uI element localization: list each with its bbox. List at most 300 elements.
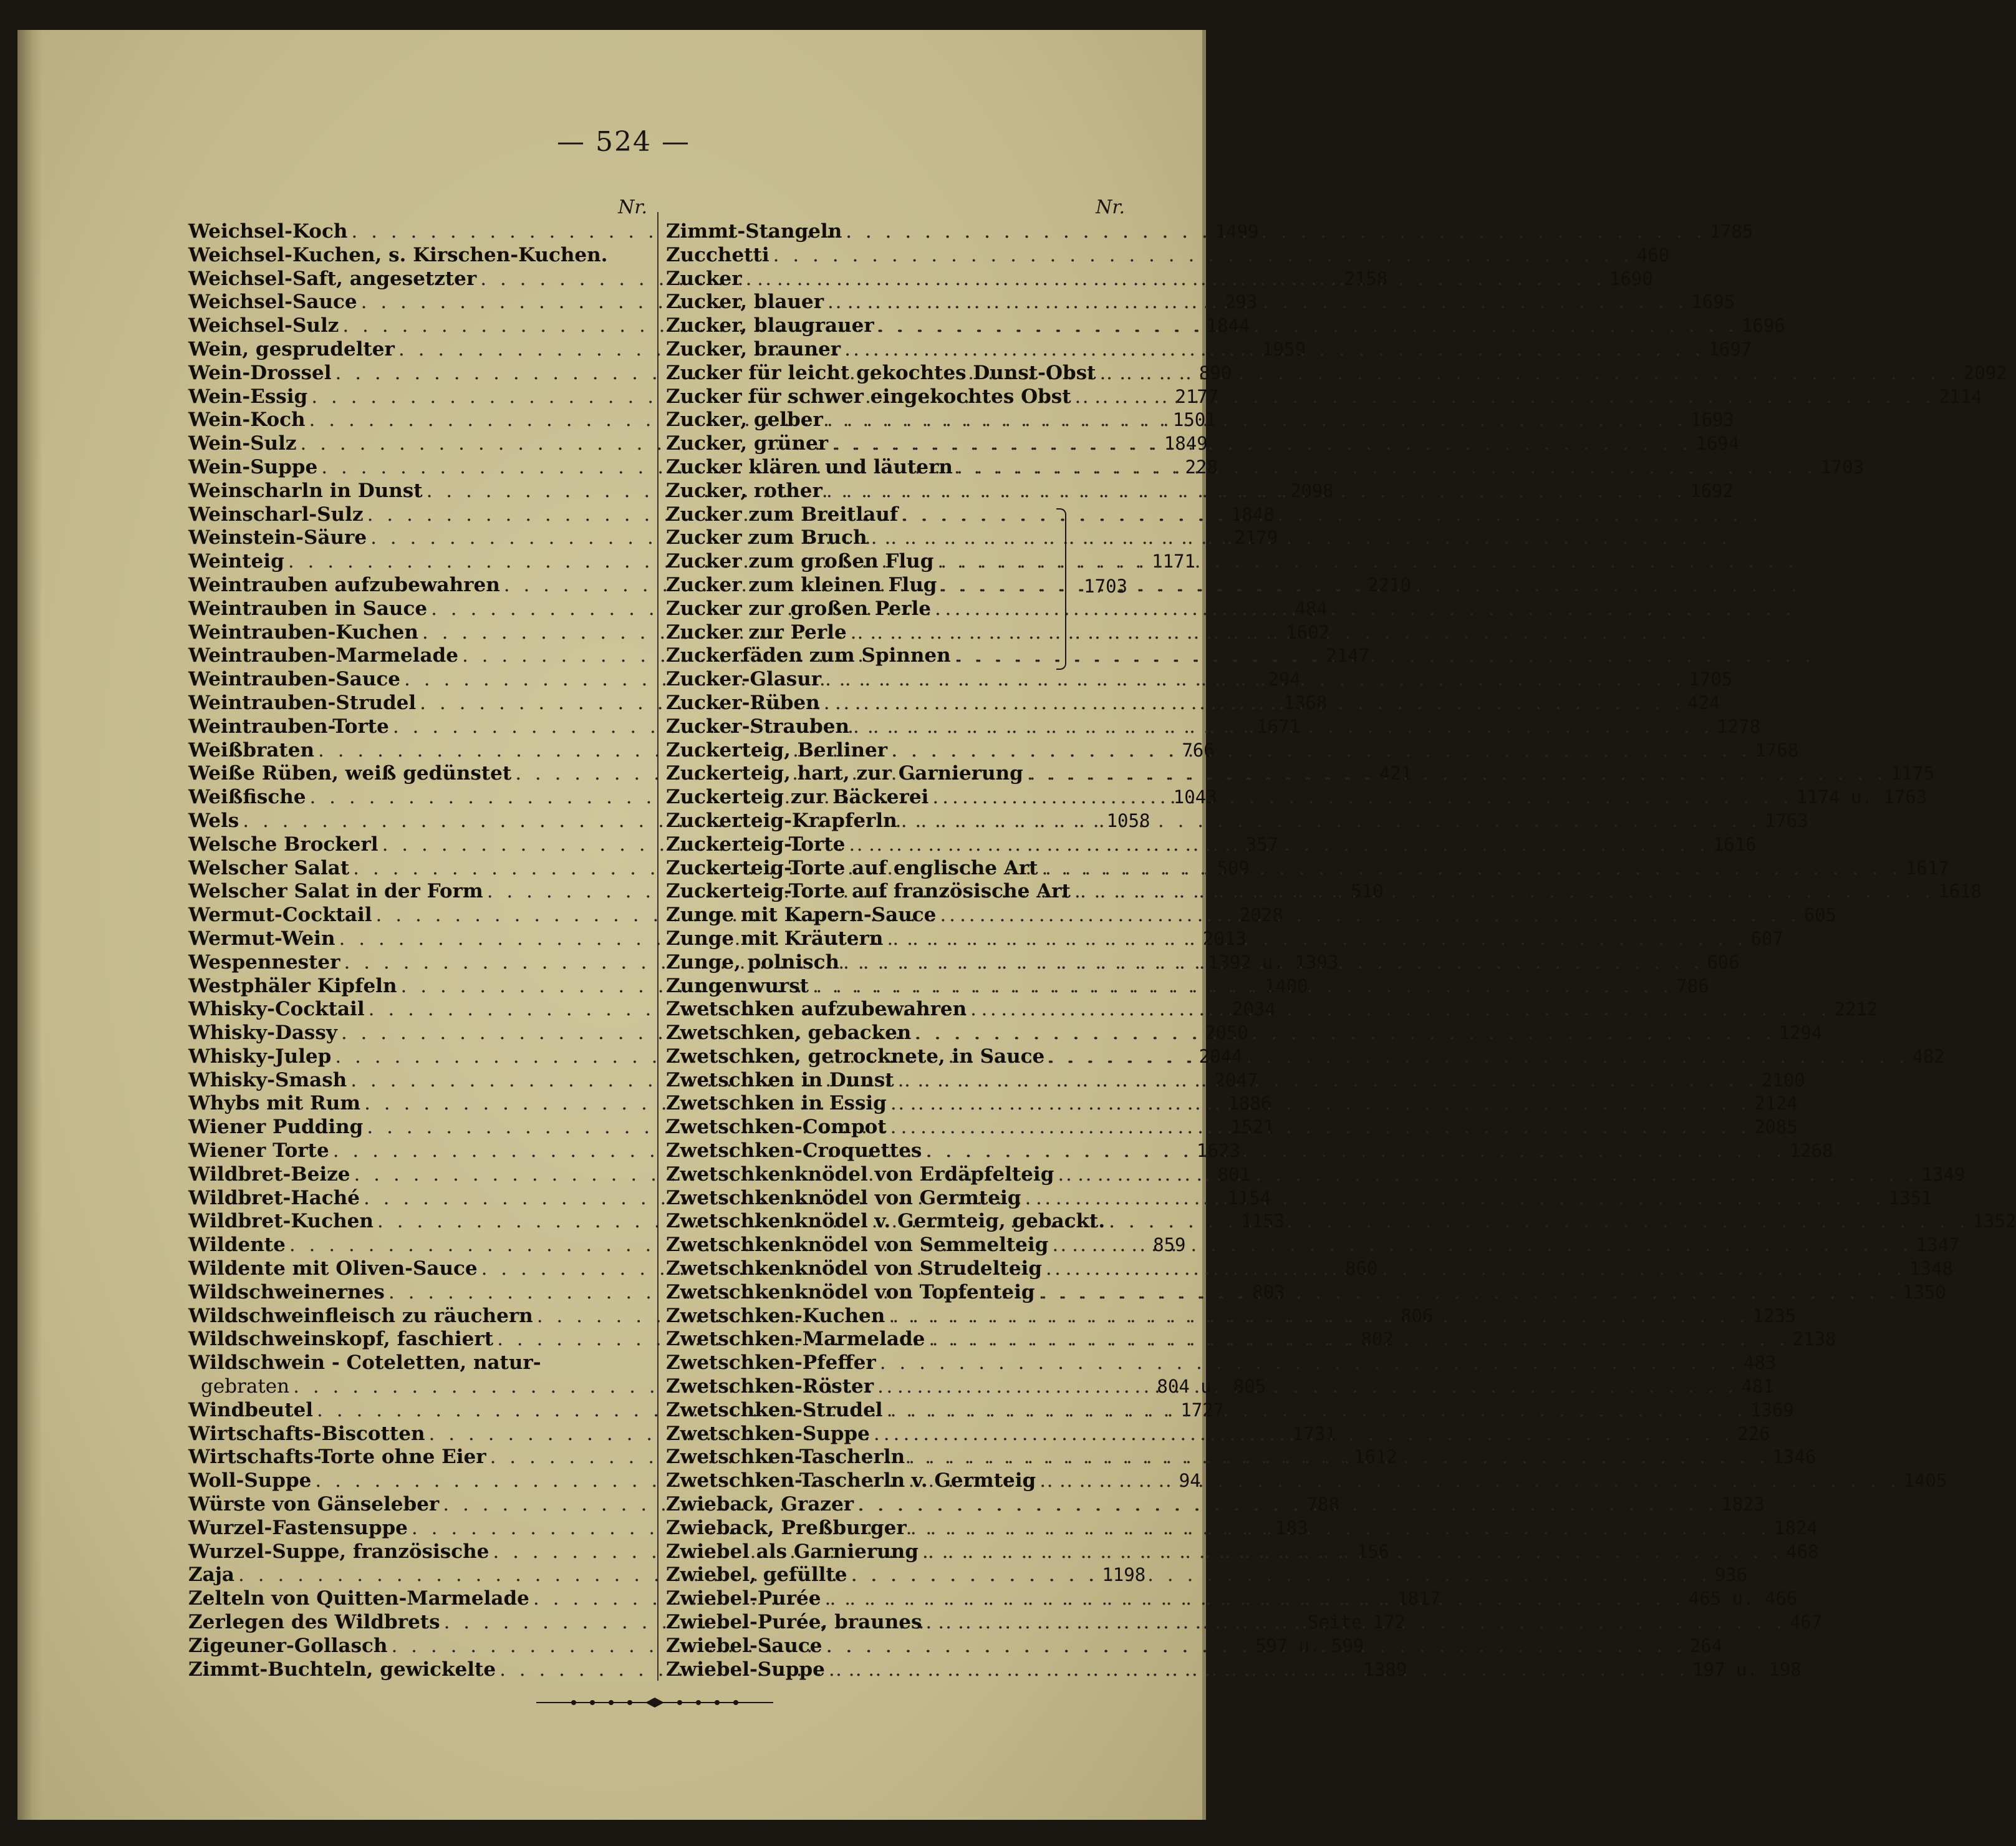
entry-label: Zwiebel als Garnierung (666, 1540, 919, 1563)
entry-label: Woll-Suppe (188, 1469, 312, 1492)
dot-leader (826, 480, 1686, 503)
entry-number: 1499 (1215, 221, 1259, 242)
entry-label: Zwiebel-Purée (666, 1587, 821, 1610)
dot-leader (955, 644, 1815, 668)
dot-leader (857, 1493, 1717, 1517)
entry-label: Weißfische (188, 786, 306, 809)
entry-label: Zwetschken-Compot (666, 1116, 887, 1139)
entry-label: Wirtschafts-Biscotten (188, 1422, 425, 1445)
entry-label: Wein-Sulz (188, 432, 297, 455)
dot-leader (889, 1305, 1748, 1328)
entry-label: Weinscharl-Sulz (188, 503, 364, 526)
entry-number: 1368 (1283, 692, 1328, 713)
dot-leader (1058, 1163, 1917, 1187)
dot-leader (910, 1517, 1770, 1540)
entry-label: Weichsel-Koch (188, 220, 348, 243)
entry-number: 1768 (1755, 739, 1799, 761)
entry-label: Weintrauben-Torte (188, 715, 389, 738)
entry-label: Zunge mit Kapern-Sauce (666, 904, 937, 927)
entry-label: Zucker zum Breitlauf (666, 503, 899, 526)
entry-label: Zaja (188, 1563, 235, 1587)
dot-leader (832, 432, 1692, 456)
entry-number: 936 (1714, 1564, 1748, 1586)
dot-leader (871, 526, 1731, 550)
entry-label: Zwetschken-Marmelade (666, 1328, 925, 1351)
entry-label: Weichsel-Saft, angesetzter (188, 267, 477, 290)
entry-number: 890 (1199, 362, 1232, 384)
entry-label: Zwieback, Preßburger (666, 1516, 907, 1539)
entry-label: Wein-Drossel (188, 361, 332, 384)
entry-number: 2138 (1792, 1328, 1836, 1350)
entry-label: Weintrauben in Sauce (188, 597, 428, 620)
entry-number: 1703 (1820, 456, 1864, 478)
end-ornament (536, 1696, 773, 1709)
entry-label: Zucker klären und läutern (666, 455, 953, 478)
entry-number: 786 (1676, 975, 1709, 997)
entry-number: 806 (1401, 1305, 1434, 1327)
entry-label: Zucker-Strauben (666, 715, 850, 738)
entry-number: 1352 (1972, 1211, 2016, 1232)
dot-leader (898, 1069, 1758, 1093)
entry-label: Weintrauben-Sauce (188, 668, 401, 691)
nr-header: Nr. (1096, 196, 1125, 218)
entry-number: 1616 (1712, 833, 1757, 855)
entry-number: 1602 (1286, 621, 1330, 643)
dot-leader (928, 1328, 1788, 1351)
dot-leader (887, 1399, 1747, 1423)
entry-number: 1171 (1152, 551, 1195, 573)
entry-number: 801 (1217, 1163, 1251, 1185)
entry-number: 1348 (1909, 1258, 1954, 1280)
entry-number: 2013 (1202, 927, 1247, 949)
entry-label: Welscher Salat (188, 856, 350, 879)
curly-brace (1056, 508, 1066, 670)
entry-label: Zucker für schwer eingekochtes Obst (666, 385, 1071, 408)
entry-number: 605 (1803, 904, 1837, 926)
dot-leader (922, 1540, 1782, 1564)
entry-label: Zucker zum großen Flug (666, 550, 934, 573)
dot-leader (1046, 1257, 1906, 1281)
entry-number: 788 (1306, 1494, 1339, 1515)
entry-label: Wildschweinernes (188, 1280, 385, 1303)
entry-label: Zwetschken-Suppe (666, 1422, 870, 1445)
entry-label: Wirtschafts-Torte ohne Eier (188, 1446, 486, 1469)
dot-leader (1075, 385, 1935, 409)
entry-number: 1405 (1903, 1470, 1947, 1492)
entry-label: Zimmt-Stangeln (666, 220, 842, 243)
entry-number: 1763 (1765, 809, 1808, 831)
entry-label: Whybs mit Rum (188, 1092, 361, 1115)
entry-number: 2098 (1290, 480, 1334, 501)
entry-number: 859 (1153, 1234, 1186, 1256)
dot-leader (826, 1635, 1686, 1658)
entry-number: Seite 172 (1307, 1612, 1406, 1633)
entry-label: Zwetschken in Essig (666, 1092, 887, 1115)
entry-label: Zigeuner-Gollasch (188, 1634, 388, 1657)
entry-label: Welsche Brockerl (188, 833, 379, 856)
entry-label: Whisky-Cocktail (188, 998, 365, 1021)
entry-label: Zwetschken-Tascherln (666, 1446, 905, 1469)
entry-number: 228 (1185, 456, 1218, 478)
brace-number: 1703 (1084, 575, 1127, 597)
entry-number: 1389 (1363, 1658, 1407, 1680)
entry-label: Wein-Essig (188, 385, 308, 408)
entry-number: 1612 (1353, 1446, 1397, 1468)
entry-number: 484 (1295, 597, 1328, 619)
entry-label: Wildbret-Beize (188, 1162, 350, 1186)
dot-leader (827, 408, 1687, 432)
entry-label: Zwetschken aufzubewahren (666, 998, 967, 1021)
entry-number: 294 (1268, 669, 1301, 690)
entry-label: Zwetschken, getrocknete, in Sauce (666, 1045, 1045, 1068)
entry-number: 607 (1750, 927, 1784, 949)
dot-leader (970, 998, 1830, 1022)
entry-number: 1817 (1397, 1588, 1441, 1610)
entry-label: Wein-Koch (188, 408, 306, 432)
index-entry (666, 1563, 1748, 1587)
entry-number: 94 (1179, 1470, 1201, 1492)
entry-label: Weinteig (188, 550, 284, 573)
dot-leader (849, 833, 1709, 857)
dot-leader (825, 668, 1685, 692)
entry-number: 1154 (1227, 1187, 1271, 1209)
entry-label: Zuckerteig-Torte auf französische Art (666, 880, 1071, 903)
entry-label: Zucker zum kleinen Flug (666, 573, 937, 596)
entry-label: Zwetschkenknödel von Semmelteig (666, 1234, 1049, 1257)
dot-leader (1027, 762, 1887, 786)
entry-number: 468 (1786, 1540, 1819, 1562)
dot-leader (1109, 1210, 1969, 1234)
entry-label: Zwiebel, gefüllte (666, 1563, 847, 1587)
entry-number: 357 (1245, 833, 1279, 855)
entry-number: 1694 (1695, 433, 1740, 455)
entry-label: Zwetschken-Strudel (666, 1398, 883, 1421)
entry-label: Zwetschken-Röster (666, 1375, 874, 1398)
entry-label: Zucker, blauer (666, 291, 824, 314)
entry-label: Zucker für leicht gekochtes Dunst-Obst (666, 361, 1096, 384)
entry-number: 183 (1275, 1517, 1308, 1539)
entry-number: 1347 (1916, 1234, 1960, 1256)
entry-number: 1198 (1102, 1564, 1146, 1586)
entry-number: 2114 (1938, 385, 1982, 407)
dot-leader (844, 338, 1704, 362)
entry-label: Wurzel-Fastensuppe (188, 1516, 408, 1539)
entry-number: 2212 (1834, 998, 1878, 1020)
entry-label: Zwetschkenknödel von Strudelteig (666, 1257, 1042, 1280)
entry-label: Zwetschkenknödel v. Germteig, gebackt. (666, 1210, 1106, 1233)
entry-label: Zwieback, Grazer (666, 1493, 854, 1516)
entry-number: 1058 (1106, 809, 1150, 831)
index-entry (666, 243, 1670, 268)
dot-leader (890, 1116, 1750, 1139)
entry-label: Zuckerteig-Torte auf englische Art (666, 856, 1038, 879)
entry-number: 1824 (1774, 1517, 1818, 1539)
entry-label: Zucker-Glasur (666, 668, 822, 691)
entry-number: 2147 (1326, 645, 1370, 667)
dot-leader (824, 1587, 1684, 1611)
dot-leader (880, 1351, 1740, 1375)
entry-label: Zwetschken-Tascherln v. Germteig (666, 1469, 1036, 1492)
entry-number: 421 (1379, 763, 1412, 785)
entry-label: Zuckerteig-Torte (666, 833, 846, 856)
entry-number: 1727 (1180, 1399, 1225, 1421)
entry-number: 1886 (1228, 1093, 1272, 1114)
entry-number: 2210 (1367, 574, 1411, 596)
entry-number: 1696 (1742, 315, 1785, 337)
entry-number: 1695 (1691, 291, 1735, 313)
dot-leader (827, 291, 1687, 314)
entry-label: Zucker zum Bruch (666, 526, 867, 549)
entry-number: 1278 (1717, 715, 1761, 737)
entry-label: Zuckerfäden zum Spinnen (666, 644, 951, 667)
entry-number: 424 (1687, 692, 1720, 713)
entry-number: 293 (1224, 291, 1258, 313)
entry-number: 804 u. 805 (1157, 1376, 1266, 1398)
entry-label: Zucker-Rüben (666, 691, 820, 714)
dot-leader (813, 975, 1672, 998)
dot-leader (940, 904, 1800, 927)
entry-label: Westphäler Kipfeln (188, 974, 397, 997)
entry-number: 1823 (1721, 1494, 1765, 1515)
dot-leader (1099, 362, 1959, 385)
entry-label: Zuckerteig, hart, zur Garnierung (666, 762, 1023, 785)
dot-leader (851, 1563, 1710, 1587)
dot-leader (1052, 1234, 1912, 1257)
entry-number: 2158 (1344, 268, 1388, 289)
dot-leader (1048, 1045, 1908, 1069)
index-entry (666, 1351, 1777, 1375)
entry-label: Wildente mit Oliven-Sauce (188, 1257, 478, 1280)
entry-label: Zucchetti (666, 243, 769, 266)
dot-leader (851, 621, 1710, 645)
index-entry (188, 1351, 650, 1375)
dot-leader (932, 786, 1792, 809)
entry-label: Whisky-Dassy (188, 1022, 337, 1045)
entry-number: 1174 u. 1763 (1796, 786, 1927, 808)
entry-label: Weichsel-Sulz (188, 314, 339, 337)
dot-leader (773, 244, 1633, 268)
entry-label: Wermut-Cocktail (188, 904, 372, 927)
dot-leader (878, 314, 1738, 338)
entry-label: Zwetschken in Dunst (666, 1068, 894, 1091)
entry-number: 1618 (1938, 881, 1982, 902)
entry-label: Zwetschkenknödel von Germteig (666, 1186, 1021, 1209)
entry-label: Zerlegen des Wildbrets (188, 1611, 440, 1634)
entry-number: 1350 (1902, 1281, 1946, 1303)
entry-number: 803 (1252, 1281, 1285, 1303)
entry-number: 1671 (1256, 715, 1300, 737)
entry-label: Wein, gesprudelter (188, 337, 395, 360)
entry-label: Wildente (188, 1234, 286, 1257)
entry-label: Wurzel-Suppe, französische (188, 1540, 490, 1563)
entry-number: 1153 (1241, 1211, 1285, 1232)
entry-number: 2044 (1199, 1045, 1243, 1067)
dot-leader (925, 1139, 1785, 1163)
entry-number: 2047 (1214, 1069, 1258, 1091)
dot-leader (887, 927, 1747, 951)
entry-label: Wermut-Wein (188, 927, 335, 950)
entry-number: 1693 (1690, 409, 1734, 431)
entry-number: 465 u. 466 (1688, 1588, 1798, 1610)
entry-number: 2177 (1175, 385, 1219, 407)
entry-label: Zelteln von Quitten-Marmelade (188, 1587, 529, 1610)
entry-number: 860 (1344, 1258, 1378, 1280)
entry-label: Würste von Gänseleber (188, 1493, 440, 1516)
entry-label: Wespennester (188, 950, 340, 974)
entry-label: Zucker zur großen Perle (666, 597, 931, 620)
entry-number: 1349 (1921, 1163, 1965, 1185)
dot-leader (746, 268, 1606, 291)
entry-label: Zunge mit Kräutern (666, 927, 884, 950)
entry-label: Weintrauben-Marmelade (188, 644, 458, 667)
dot-leader (957, 456, 1816, 480)
entry-label: Weichsel-Kuchen, s. Kirschen-Kuchen. (188, 243, 608, 266)
entry-number: 2050 (1205, 1022, 1248, 1044)
entry-label: Weinscharln in Dunst (188, 479, 423, 502)
entry-number: 1501 (1172, 409, 1217, 431)
entry-number: 1346 (1772, 1446, 1816, 1468)
entry-number: 1705 (1689, 669, 1733, 690)
entry-label: Zungenwurst (666, 974, 809, 997)
entry-label: Zucker, grüner (666, 432, 829, 455)
entry-number: 1268 (1789, 1140, 1833, 1162)
dot-leader (890, 1092, 1750, 1116)
dot-leader (824, 692, 1684, 715)
entry-number: 509 (1217, 857, 1250, 879)
dot-leader (909, 1446, 1768, 1469)
entry-number: 1848 (1230, 503, 1275, 525)
dot-leader (874, 1423, 1734, 1446)
entry-label: Wiener Pudding (188, 1116, 364, 1139)
entry-label: Weinstein-Säure (188, 526, 367, 549)
entry-number: 1392 u. 1393 (1207, 951, 1339, 973)
entry-label: Wildbret-Kuchen (188, 1210, 374, 1233)
entry-label: Weintrauben-Kuchen (188, 621, 418, 644)
entry-number: 2179 (1234, 527, 1278, 549)
entry-label: gebraten (201, 1375, 290, 1398)
entry-label: Zwetschken-Croquettes (666, 1139, 922, 1162)
dot-leader (877, 1375, 1737, 1399)
entry-number: 1959 (1262, 338, 1306, 360)
entry-label: Weichsel-Sauce (188, 291, 357, 314)
entry-number: 467 (1789, 1612, 1823, 1633)
book-spine (17, 30, 42, 1820)
entry-number: 1043 (1173, 786, 1217, 808)
entry-number: 1521 (1230, 1116, 1275, 1138)
entry-label: Welscher Salat in der Form (188, 880, 483, 903)
entry-label: Whisky-Smash (188, 1068, 347, 1091)
entry-number: 597 u. 599 (1255, 1635, 1364, 1656)
entry-label: Zwetschken, gebacken (666, 1022, 912, 1045)
dot-leader (925, 1611, 1785, 1635)
entry-label: Zwiebel-Purée, braunes (666, 1611, 922, 1634)
entry-number: 1785 (1709, 221, 1753, 242)
entry-number: 264 (1689, 1635, 1723, 1656)
entry-number: 197 u. 198 (1692, 1658, 1801, 1680)
entry-label: Weißbraten (188, 738, 315, 761)
dot-leader (1025, 1187, 1884, 1211)
entry-label: Weintrauben-Strudel (188, 691, 417, 714)
entry-number: 1844 (1206, 315, 1250, 337)
entry-label: Zucker, gelber (666, 408, 823, 432)
entry-number: 1692 (1690, 480, 1734, 501)
entry-number: 1690 (1609, 268, 1653, 289)
entry-label: Whisky-Julep (188, 1045, 332, 1068)
entry-number: 1849 (1164, 433, 1208, 455)
dot-leader (846, 220, 1705, 244)
entry-number: 483 (1744, 1352, 1777, 1374)
entry-label: Wiener Torte (188, 1139, 329, 1162)
entry-label: Zucker, blaugrauer (666, 314, 874, 337)
entry-number: 2100 (1761, 1069, 1805, 1091)
dot-leader (901, 809, 1761, 833)
entry-label: Zucker (666, 267, 742, 290)
entry-label: Zucker zur Perle (666, 621, 847, 644)
entry-number: 1294 (1778, 1022, 1823, 1044)
entry-label: Wildschweinskopf, faschiert (188, 1328, 494, 1351)
entry-number: 2092 (1963, 362, 2007, 384)
entry-number: 1617 (1905, 857, 1949, 879)
entry-label: Wildschwein - Coteletten, natur- (188, 1351, 541, 1375)
dot-leader (1074, 880, 1934, 904)
nr-header: Nr. (618, 196, 647, 218)
entry-label: Weintrauben aufzubewahren (188, 573, 500, 596)
dot-leader (940, 574, 1800, 597)
entry-label: Zwetschken-Kuchen (666, 1304, 885, 1327)
dot-leader (843, 951, 1703, 975)
entry-number: 2034 (1232, 998, 1276, 1020)
entry-number: 606 (1707, 951, 1740, 973)
index-entry (188, 244, 650, 268)
entry-label: Zwiebel-Suppe (666, 1658, 825, 1681)
entry-label: Zwetschkenknödel von Topfenteig (666, 1280, 1035, 1303)
entry-label: Weiße Rüben, weiß gedünstet (188, 762, 512, 785)
entry-number: 1351 (1888, 1187, 1932, 1209)
entry-number: 2085 (1753, 1116, 1798, 1138)
entry-number: 2124 (1754, 1093, 1798, 1114)
entry-number: 802 (1361, 1328, 1394, 1350)
dot-leader (902, 503, 1762, 527)
entry-number: 482 (1912, 1045, 1945, 1067)
entry-number: 1731 (1292, 1423, 1336, 1444)
entry-number: 510 (1351, 881, 1384, 902)
dot-leader (1039, 1469, 1899, 1493)
dot-leader (915, 1022, 1775, 1045)
entry-number: 2028 (1239, 904, 1283, 926)
sugar-stages-group (666, 503, 1127, 669)
entry-number: 1623 (1197, 1140, 1240, 1162)
entry-label: Zuckerteig, Berliner (666, 738, 888, 761)
entry-number: 1697 (1708, 338, 1752, 360)
page-number: — 524 — (557, 126, 690, 158)
entry-number: 1400 (1264, 975, 1308, 997)
dot-leader (829, 1658, 1689, 1682)
entry-label: Zwetschken-Pfeffer (666, 1351, 876, 1375)
entry-label: Zuckerteig-Krapferln (666, 809, 897, 832)
entry-number: 766 (1182, 739, 1215, 761)
entry-label: Zuckerteig zur Bäckerei (666, 786, 929, 809)
dot-leader (853, 715, 1713, 739)
entry-label: Wein-Suppe (188, 455, 318, 478)
entry-label: Zucker, rother (666, 479, 822, 502)
entry-label: Zwetschkenknödel von Erdäpfelteig (666, 1162, 1054, 1186)
entry-label: Windbeutel (188, 1398, 314, 1421)
entry-label: Zunge, polnisch (666, 950, 840, 974)
entry-label: Wildbret-Haché (188, 1186, 360, 1209)
entry-label: Wildschweinfleisch zu räuchern (188, 1304, 533, 1327)
dot-leader (891, 739, 1751, 763)
entry-number: 226 (1737, 1423, 1770, 1444)
